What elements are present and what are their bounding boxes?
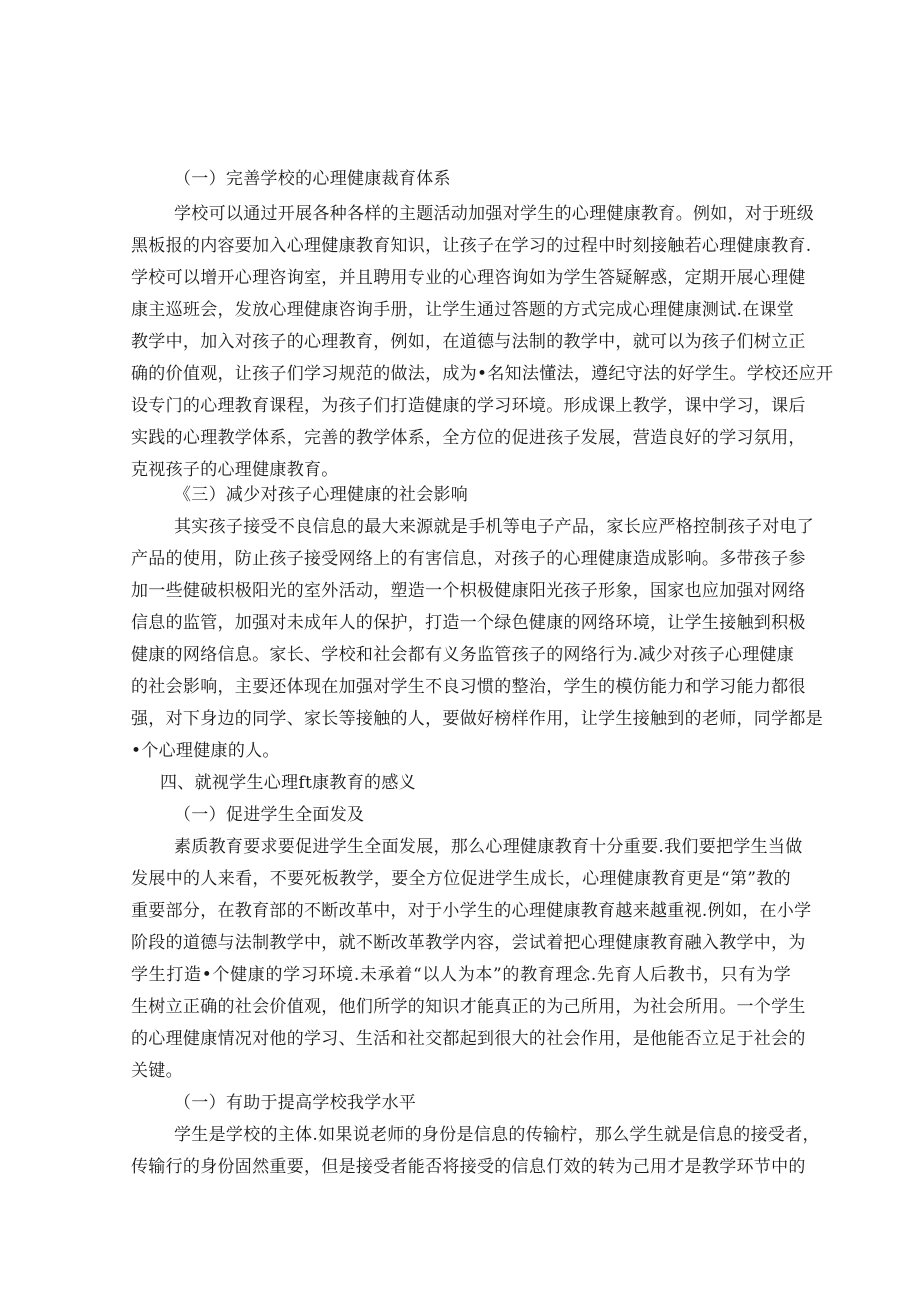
paragraph-line: 确的价值观，让孩子们学习规范的做法，成为•名知法懂法，遵纪守法的好学生。学校还应开 [131, 364, 834, 384]
paragraph-line: 素质教育要求要促进学生全面发展，那么心理健康教育十分重要.我们要把学生当做 [174, 837, 803, 857]
paragraph-line: 信息的监管，加强对未成年人的保护，打造一个绿色健康的网络环境，让学生接触到积极 [131, 613, 806, 633]
paragraph-line: 阶段的道德与法制教学中，就不断改革教学内容，尝试着把心理健康教育融入教学中，为 [131, 933, 806, 953]
paragraph-line: 关键。 [131, 1061, 183, 1081]
paragraph-line: 学校可以增开心理咨询室，并且聘用专业的心理咨询如为学生答疑解惑，定期开展心理健 [131, 268, 806, 288]
paragraph-line: 健康的网络信息。家长、学校和社会都有义务监管孩子的网络行为.减少对孩子心理健康 [131, 645, 795, 665]
paragraph-line: 传输行的身份固然重要，但是接受者能否将接受的信息仃效的转为己用才是教学环节中的 [131, 1157, 806, 1177]
heading-improve-school-system: （一）完善学校的心理健康裁育体系 [174, 169, 451, 189]
paragraph-line: 产品的使用，防止孩子接受网络上的有害信息，对孩子的心理健康造成影响。多带孩子参 [131, 549, 806, 569]
paragraph-line: 加一些健破枳极阳光的室外活动，塑造一个枳极健康阳光孩子形象，国家也应加强对网络 [131, 581, 806, 601]
paragraph-line: 的社会影响，主要还体现在加强对学生不良习惯的整治，学生的模仿能力和学习能力都很 [131, 677, 806, 697]
paragraph-line: 克视孩子的心理健康教育。 [131, 460, 339, 480]
paragraph-line: 学生打造•个健康的学习环境.未承着“以人为本”的教育理念.先育人后教书，只有为学 [131, 965, 791, 985]
paragraph-line: 学校可以通过开展各种各样的主题活动加强对学生的心理健康教育。例如，对于班级 [174, 204, 815, 224]
heading-promote-development: （一）促进学生全面发及 [174, 805, 365, 825]
paragraph-line: •个心理健康的人。 [131, 741, 280, 761]
paragraph-line: 的心理健康情况对他的学习、生活和社交都起到很大的社会作用，是他能否立足于社会的 [131, 1029, 806, 1049]
heading-improve-teaching-level: （一）有助于提高学校我学水平 [174, 1093, 417, 1113]
paragraph-line: 发展中的人来看，不要死板教学，要全方位促进学生成长，心理健康教育更是“第”教的 [131, 869, 791, 889]
paragraph-line: 设专门的心理教育课程，为孩子们打造健康的学习环境。形成课上教学，课中学习，课后 [131, 396, 806, 416]
paragraph-line: 强，对下身边的同学、家长等接触的人，要做好榜样作用，让学生接触到的老师，同学都是 [131, 709, 823, 729]
paragraph-line: 生树立正确的社会价值观，他们所学的知识才能真正的为己所用，为社会所用。一个学生 [131, 997, 806, 1017]
paragraph-line: 其实孩子接受不良信息的最大来源就是手机等电子产品，家长应严格控制孩子对电了 [174, 517, 815, 537]
paragraph-line: 黑板报的内容要加入心理健康教育知识，让孩子在学习的过程中时刻接触若心理健康教育. [131, 236, 812, 256]
paragraph-line: 教学中，加入对孩子的心理教育，例如，在道德与法制的教学中，就可以为孩子们树立正 [131, 332, 806, 352]
paragraph-line: 康主巡班会，发放心理健康咨询手册，让学生通过答题的方式完成心理健康测试.在课堂 [131, 300, 795, 320]
paragraph-line: 实践的心理教学体系，完善的教学体系，全方位的促进孩子发展，营造良好的学习氛用， [131, 428, 806, 448]
paragraph-line: 重要部分，在教育部的不断改革中，对于小学生的心理健康教育越来越重视.例如，在小学 [131, 901, 812, 921]
section-heading-four: 四、就视学生心理ft康教育的感义 [160, 773, 416, 793]
paragraph-line: 学生是学校的主体.如果说老师的身份是信息的传输柠，那么学生就是信息的接受者， [174, 1125, 820, 1145]
heading-reduce-social-impact: 《三）减少对孩子心理健康的社会影响 [174, 485, 469, 505]
